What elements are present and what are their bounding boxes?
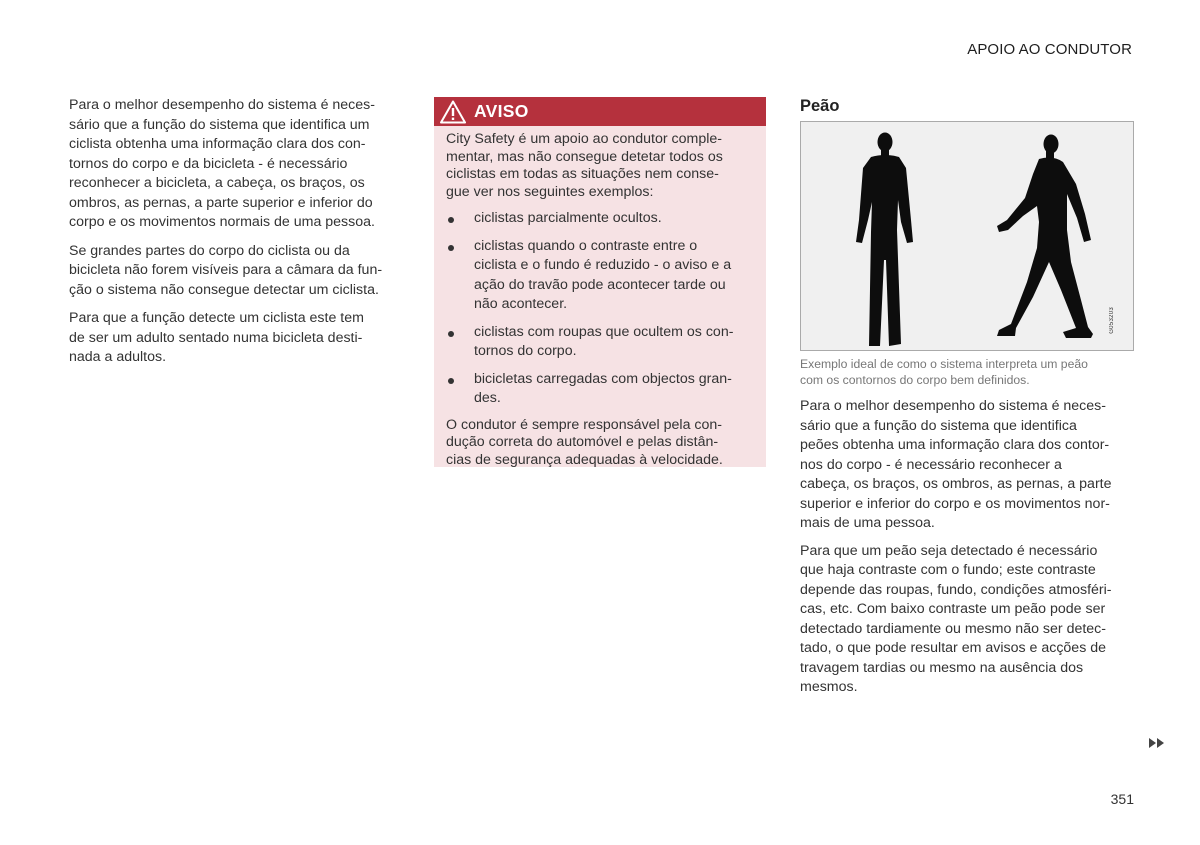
pedestrian-figure <box>800 121 1134 351</box>
section-title: APOIO AO CONDUTOR <box>967 41 1132 58</box>
bullet-icon <box>448 217 454 223</box>
warning-list <box>446 209 752 409</box>
bullet-icon <box>448 245 454 251</box>
list-item <box>446 209 752 229</box>
warning-header <box>434 97 766 126</box>
warning-title: AVISO <box>474 101 529 121</box>
figure-code: G053203 <box>1109 307 1115 334</box>
paragraph: Para que a função detecte um ciclista este tem de ser um adulto sentado numa bicicleta desti- nada a adultos. <box>69 310 364 365</box>
figure-caption: Exemplo ideal de como o sistema interpreta um peão com os contornos do corpo bem definidos. <box>800 357 1088 387</box>
paragraph: Para que um peão seja detectado é necessário que haja contraste com o fundo; este contraste depende das roupas, fundo, condições atmosféri- cas, etc. Com baixo contraste um peão pode ser detectado tardiamente ou mesmo não ser detec- tado, o que pode resultar em avisos e acções de travagem tardias ou mesmo na ausência dos mesmos. <box>800 542 1112 695</box>
list-item <box>446 323 752 362</box>
list-item-text: ciclistas parcialmente ocultos. <box>474 210 662 226</box>
bullet-icon <box>448 378 454 384</box>
page-number: 351 <box>1110 791 1134 807</box>
warning-intro: City Safety é um apoio ao condutor comple- mentar, mas não consegue detetar todos os ciclistas em todas as situações nem conse- gue ver nos seguintes exemplos: <box>446 131 723 200</box>
body-column-right <box>800 96 1136 706</box>
paragraph: Para o melhor desempenho do sistema é neces- sário que a função do sistema que identifica peões obtenha uma informação clara dos contor- nos do corpo - é necessário reconhecer a cabeça, os braços, os ombros, as pernas, a parte superior e inferior do corpo e os movimentos nor- mais de uma pessoa. <box>800 398 1112 531</box>
pedestrian-silhouettes-illustration <box>801 122 1133 350</box>
warning-footer: O condutor é sempre responsável pela con- dução correta do automóvel e pelas distân- cias de segurança adequadas à velocidade. <box>446 416 723 468</box>
list-item-text: ciclistas com roupas que ocultem os con- tornos do corpo. <box>474 323 734 359</box>
standing-person-silhouette <box>856 133 913 347</box>
section-heading: Peão <box>800 97 840 115</box>
paragraph: Se grandes partes do corpo do ciclista ou da bicicleta não forem visíveis para a câmara da fun- ção o sistema não consegue detectar um ciclista. <box>69 242 383 298</box>
list-item <box>446 237 752 315</box>
list-item-text: ciclistas quando o contraste entre o ciclista e o fundo é reduzido - o aviso e a ação do travão pode acontecer tarde ou não acontecer. <box>474 237 732 312</box>
double-arrow-right-icon <box>1148 737 1166 749</box>
walking-person-silhouette <box>997 135 1093 339</box>
warning-triangle-icon <box>440 100 466 124</box>
warning-box <box>434 97 766 467</box>
list-item-text: bicicletas carregadas com objectos gran- des. <box>474 370 732 406</box>
list-item <box>446 370 752 409</box>
body-column-left <box>69 96 399 377</box>
bullet-icon <box>448 331 454 337</box>
paragraph: Para o melhor desempenho do sistema é neces- sário que a função do sistema que identifica um ciclista obtenha uma informação clara dos con- tornos do corpo e da bicicleta - é necessário reconhecer a bicicleta, a cabeça, os braços, os ombros, as pernas, a parte superior e inferior do corpo e os movimentos normais de uma pessoa. <box>69 97 375 230</box>
